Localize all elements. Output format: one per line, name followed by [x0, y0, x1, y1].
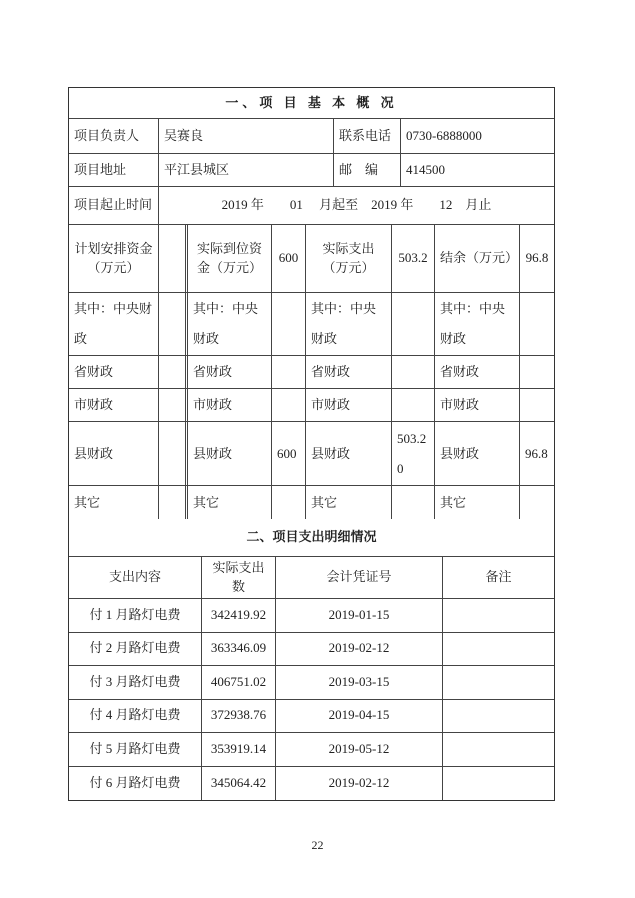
zip-label: 邮 编: [334, 154, 401, 186]
amount-cell: 342419.92: [202, 599, 276, 632]
fund-label: 结余（万元）: [435, 225, 520, 292]
content-cell: 付 1 月路灯电费: [69, 599, 202, 632]
funds-block: [69, 225, 554, 519]
fund-label: 市财政: [306, 389, 392, 421]
project-table: [68, 87, 555, 801]
fund-value: [392, 293, 435, 355]
voucher-cell: 2019-02-12: [276, 767, 443, 800]
fund-label: 县财政: [69, 422, 159, 485]
funds-row: [69, 293, 554, 356]
fund-label: 其它: [306, 486, 392, 519]
fund-label: 其中：中央财政: [69, 293, 159, 355]
funds-header-row: [69, 225, 554, 293]
address-row: [69, 154, 554, 187]
table-row: [69, 733, 554, 767]
section2-title-row: [69, 519, 554, 557]
address-label: 项目地址: [69, 154, 159, 186]
details-block: [69, 557, 554, 800]
fund-label: 实际到位资金（万元）: [188, 225, 272, 292]
fund-value: [272, 486, 306, 519]
fund-value: 503.20: [392, 422, 435, 485]
fund-label: 市财政: [69, 389, 159, 421]
fund-value: [520, 389, 554, 421]
fund-value: [159, 293, 188, 355]
fund-label: 其中：中央财政: [306, 293, 392, 355]
amount-cell: 实际支出数: [202, 557, 276, 598]
note-cell: [443, 700, 554, 733]
amount-cell: 372938.76: [202, 700, 276, 733]
fund-label: 市财政: [435, 389, 520, 421]
fund-label: 市财政: [188, 389, 272, 421]
leader-row: [69, 119, 554, 154]
fund-value: [159, 422, 188, 485]
fund-label: 县财政: [435, 422, 520, 485]
phone-value: 0730-6888000: [406, 127, 482, 143]
amount-cell: 363346.09: [202, 633, 276, 666]
content-cell: 支出内容: [69, 557, 202, 598]
fund-label: 省财政: [435, 356, 520, 388]
details-header-row: [69, 557, 554, 599]
funds-row: [69, 356, 554, 389]
content-cell: 付 2 月路灯电费: [69, 633, 202, 666]
fund-label: 其它: [69, 486, 159, 519]
phone-label: 联系电话: [334, 119, 401, 153]
fund-label: 实际支出（万元）: [306, 225, 392, 292]
voucher-cell: 会计凭证号: [276, 557, 443, 598]
fund-value: [159, 389, 188, 421]
note-cell: [443, 767, 554, 800]
content-cell: 付 6 月路灯电费: [69, 767, 202, 800]
fund-label: 其它: [188, 486, 272, 519]
content-cell: 付 3 月路灯电费: [69, 666, 202, 699]
table-row: [69, 633, 554, 667]
voucher-cell: 2019-03-15: [276, 666, 443, 699]
fund-value: 503.2: [392, 225, 435, 292]
note-cell: 备注: [485, 569, 512, 585]
fund-value: [520, 356, 554, 388]
fund-label: 省财政: [306, 356, 392, 388]
fund-label: 省财政: [69, 356, 159, 388]
section2-title: 二、项目支出明细情况: [246, 529, 377, 545]
leader-value: 吴赛良: [159, 119, 334, 153]
zip-value: 414500: [406, 161, 445, 177]
table-row: [69, 700, 554, 734]
page-number: 22: [311, 838, 324, 852]
fund-value: [159, 356, 188, 388]
fund-value: 96.8: [525, 445, 548, 461]
content-cell: 付 5 月路灯电费: [69, 733, 202, 766]
note-cell: [443, 599, 554, 632]
voucher-cell: 2019-02-12: [276, 633, 443, 666]
fund-label: 其它: [435, 486, 520, 519]
note-cell: [443, 666, 554, 699]
amount-cell: 345064.42: [202, 767, 276, 800]
period-row: [69, 187, 554, 225]
table-row: [69, 666, 554, 700]
fund-label: 省财政: [188, 356, 272, 388]
period-value: 2019 年 01 月起至 2019 年 12 月止: [221, 197, 492, 213]
funds-row: [69, 486, 554, 519]
fund-value: [520, 486, 554, 519]
amount-cell: 406751.02: [202, 666, 276, 699]
note-cell: [443, 733, 554, 766]
amount-cell: 353919.14: [202, 733, 276, 766]
section1-title: 一、项 目 基 本 概 况: [225, 94, 398, 110]
fund-value: 600: [272, 422, 306, 485]
fund-value: [159, 486, 188, 519]
content-cell: 付 4 月路灯电费: [69, 700, 202, 733]
fund-value: [392, 389, 435, 421]
leader-label: 项目负责人: [69, 119, 159, 153]
fund-label: 县财政: [306, 422, 392, 485]
fund-value: [392, 356, 435, 388]
fund-label: 计划安排资金（万元）: [69, 225, 159, 292]
fund-label: 其中：中央财政: [435, 293, 520, 355]
address-value: 平江县城区: [159, 154, 334, 186]
section1-title-row: [69, 88, 554, 119]
period-label: 项目起止时间: [69, 187, 159, 224]
fund-value: [272, 356, 306, 388]
fund-label: 其中：中央财政: [188, 293, 272, 355]
fund-value: [272, 389, 306, 421]
voucher-cell: 2019-05-12: [276, 733, 443, 766]
funds-row: [69, 422, 554, 486]
fund-value: [392, 486, 435, 519]
voucher-cell: 2019-01-15: [276, 599, 443, 632]
voucher-cell: 2019-04-15: [276, 700, 443, 733]
fund-value: [272, 293, 306, 355]
table-row: [69, 767, 554, 800]
fund-value: [520, 293, 554, 355]
funds-row: [69, 389, 554, 422]
fund-value: 600: [272, 225, 306, 292]
fund-value: [159, 225, 188, 292]
fund-value: 96.8: [525, 250, 549, 266]
fund-label: 县财政: [188, 422, 272, 485]
note-cell: [443, 633, 554, 666]
table-row: [69, 599, 554, 633]
